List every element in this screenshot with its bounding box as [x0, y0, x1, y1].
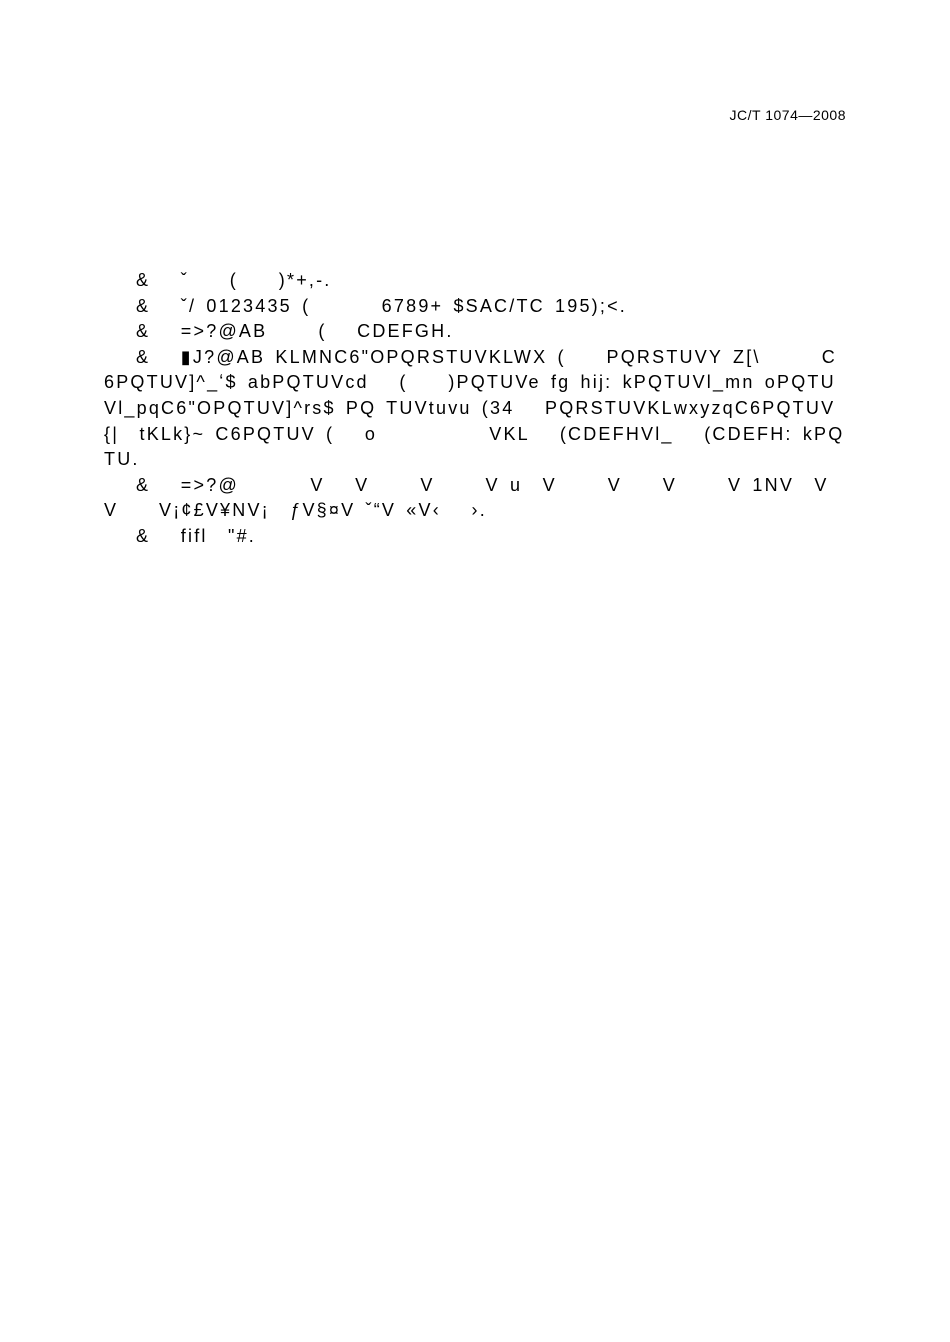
preface-paragraph-5: & =>?@ V V V V u V V V V 1NV V V V¡¢£V¥NV¡ ƒV§¤V ˇ“V «V‹ ›. — [104, 474, 870, 521]
standard-code-header: JC/T 1074—2008 — [729, 107, 846, 123]
preface-paragraph-2: & ˇ/ 0123435 ( 6789+ $SAC/TC 195);<. — [136, 295, 627, 316]
preface-section — [104, 268, 870, 550]
preface-paragraph-3: & =>?@AB ( CDEFGH. — [136, 321, 454, 342]
preface-paragraph-6: & fifl "#. — [136, 525, 257, 546]
preface-paragraph-4: & ▮J?@AB KLMNC6"OPQRSTUVKLWX ( PQRSTUVY Z[\ C6PQTUV]^_ʻ$ abPQTUVcd ( )PQTUVe fg hij: kPQTUVl_mn oPQTUVl_pqC6"OPQTUV]^rs$ PQ TUVtuvu (34 PQRSTUVKLwxyzqC6PQTUV {| tKLk}~ C6PQTUV ( o VKL (CDEFHVl_ (CDEFH: kPQTU. — [104, 346, 846, 470]
preface-paragraph-1: & ˇ ( )*+,-. — [136, 270, 332, 290]
